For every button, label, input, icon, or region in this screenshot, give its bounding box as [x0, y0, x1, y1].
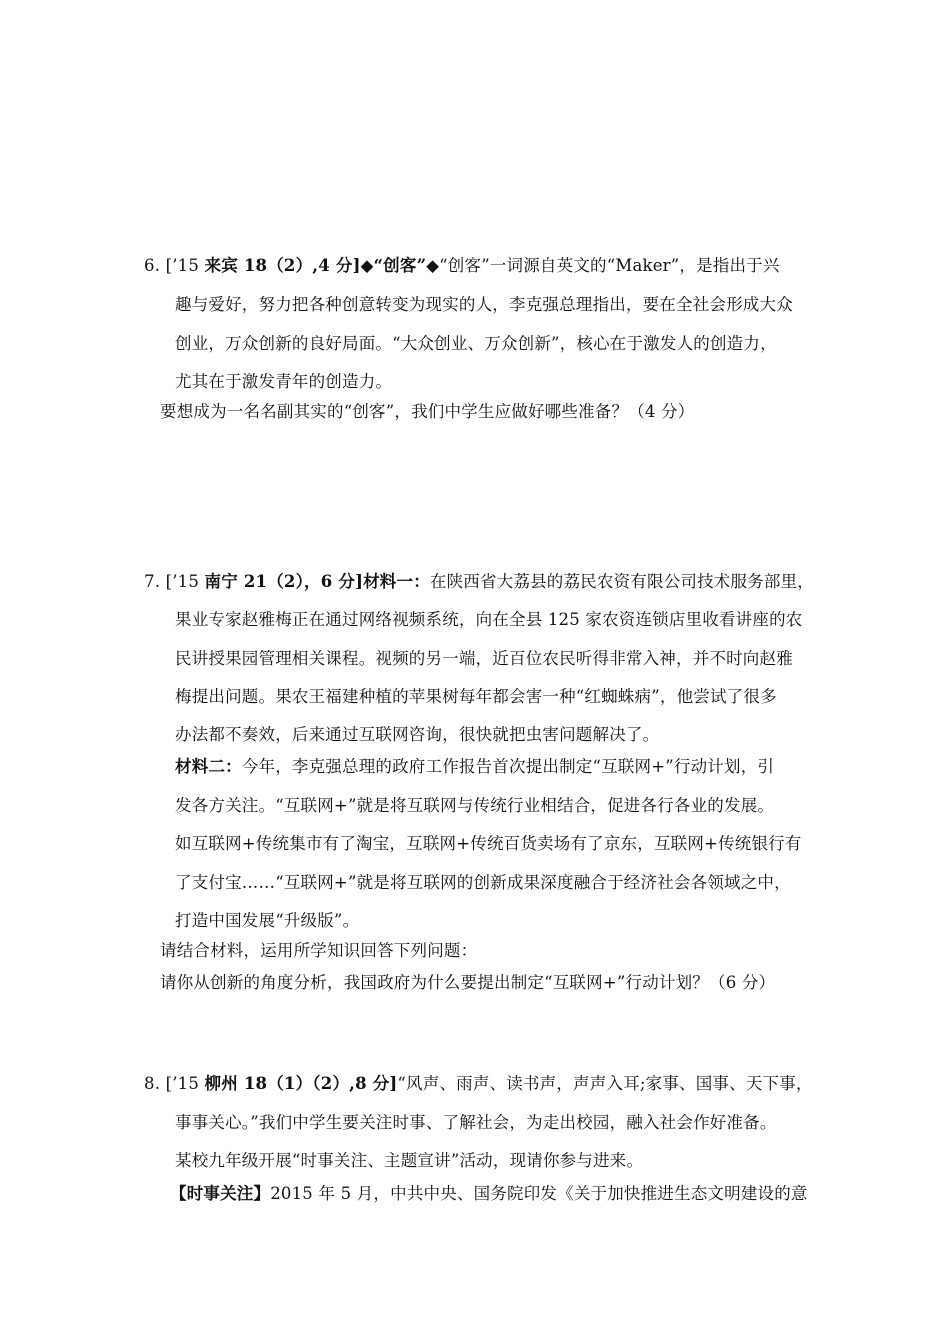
- q8-text-line: 某校九年级开展“时事关注、主题宣讲”活动，现请你参与进来。: [175, 1151, 644, 1170]
- q7-header: 7. [’15 南宁 21（2），6 分]材料一：在陕西省大荔县的荔民农资有限公司技术服务部里，: [144, 572, 814, 591]
- q7-question: 请你从创新的角度分析，我国政府为什么要提出制定“互联网+”行动计划？（6 分）: [160, 973, 776, 992]
- q6-text-line: 创业，万众创新的良好局面。“大众创业、万众创新”，核心在于激发人的创造力，: [175, 334, 777, 353]
- q7-text-line: 了支付宝……“互联网+”就是将互联网的创新成果深度融合于经济社会各领域之中，: [175, 873, 791, 892]
- q7-text-line: 办法都不奏效，后来通过互联网咨询，很快就把虫害问题解决了。: [175, 725, 660, 744]
- q8-text-line: 事事关心。”我们中学生要关注时事、了解社会，为走出校园，融入社会作好准备。: [175, 1113, 777, 1132]
- q6-text-line: “创客”一词源自英文的“Maker”，是指出于兴: [439, 256, 780, 275]
- q7-text-line: 打造中国发展“升级版”。: [175, 911, 360, 930]
- q7-material-2: 材料二：今年，李克强总理的政府工作报告首次提出制定“互联网+”行动计划，引: [175, 757, 775, 776]
- q6-text-line: 尤其在于激发青年的创造力。: [175, 372, 393, 391]
- q8-source: 18（1）（2）,8 分]: [237, 1074, 398, 1093]
- q8-text-line: “风声、雨声、读书声，声声入耳;家事、国事、天下事，: [397, 1074, 813, 1093]
- q6-source: 18（2）,4 分]◆“创客”◆: [237, 256, 440, 275]
- q7-region: 南宁: [204, 572, 238, 591]
- q7-source: 21（2），6 分]材料一：: [237, 572, 430, 591]
- q7-text-line: 在陕西省大荔县的荔民农资有限公司技术服务部里，: [429, 572, 814, 591]
- q6-question: 要想成为一名名副其实的“创客”，我们中学生应做好哪些准备？（4 分）: [160, 402, 695, 421]
- q6-header: 6. [’15 来宾 18（2）,4 分]◆“创客”◆“创客”一词源自英文的“Maker”，是指出于兴: [144, 256, 780, 275]
- q6-text-line: 趣与爱好，努力把各种创意转变为现实的人，李克强总理指出，要在全社会形成大众: [175, 295, 793, 314]
- q8-header: 8. [’15 柳州 18（1）（2）,8 分]“风声、雨声、读书声，声声入耳;家事、国事、天下事，: [144, 1074, 813, 1093]
- q8-current-affairs: 【时事关注】2015 年 5 月，中共中央、国务院印发《关于加快推进生态文明建设的意: [170, 1184, 808, 1203]
- q7-text-line: 梅提出问题。果农王福建种植的苹果树每年都会害一种“红蜘蛛病”，他尝试了很多: [175, 687, 777, 706]
- q7-prompt: 请结合材料，运用所学知识回答下列问题：: [160, 941, 478, 960]
- q7-material-2-label: 材料二：: [175, 757, 242, 776]
- q7-text-line: 发各方关注。“互联网+”就是将互联网与传统行业相结合，促进各行各业的发展。: [175, 796, 775, 815]
- q6-region: 来宾: [204, 256, 238, 275]
- q8-section-label: 【时事关注】: [170, 1184, 271, 1203]
- q7-text-line: 如互联网+传统集市有了淘宝，互联网+传统百货卖场有了京东，互联网+传统银行有: [175, 834, 802, 853]
- q7-text-line: 民讲授果园管理相关课程。视频的另一端，近百位农民听得非常入神，并不时向赵雅: [175, 649, 793, 668]
- q8-region: 柳州: [204, 1074, 238, 1093]
- q7-text-line: 果业专家赵雅梅正在通过网络视频系统，向在全县 125 家农资连锁店里收看讲座的农: [175, 610, 803, 629]
